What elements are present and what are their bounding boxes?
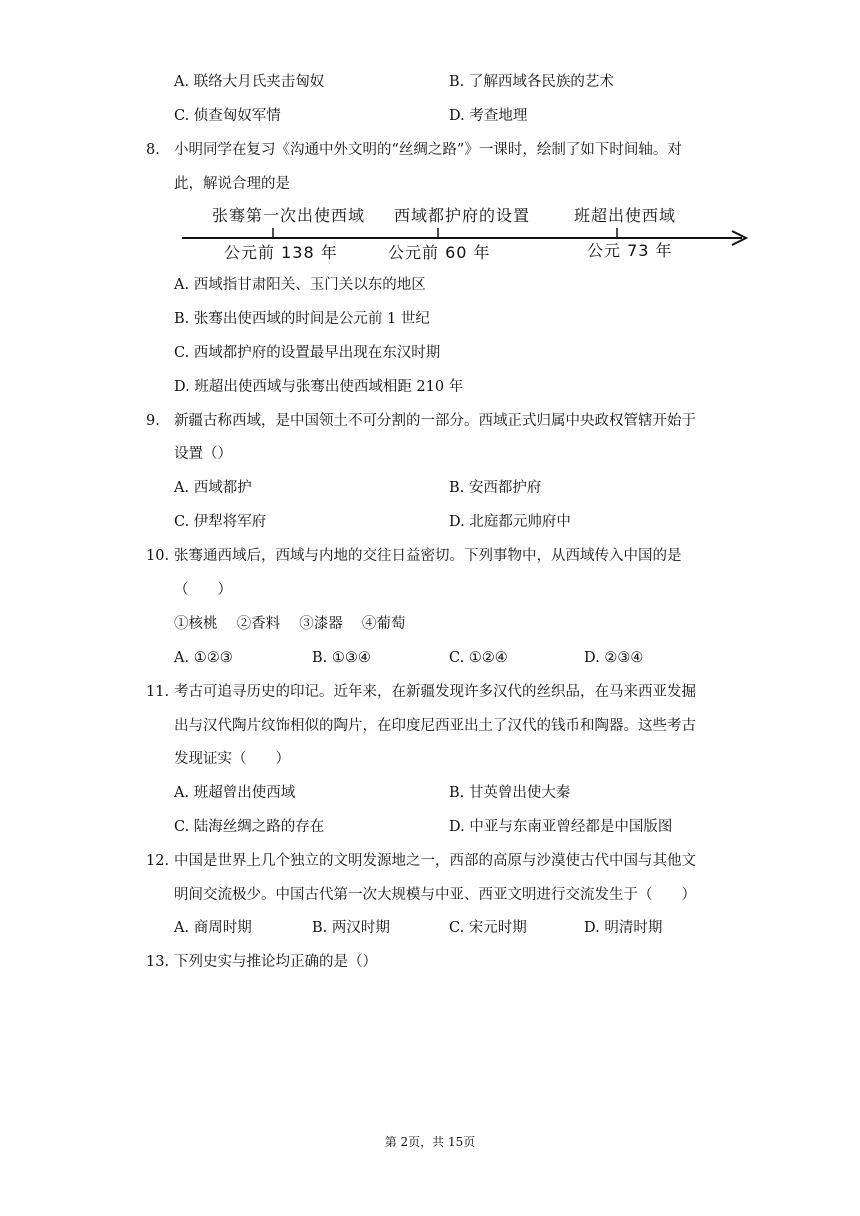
q10-option-a: A. ①②③	[174, 650, 233, 666]
q10-stem-line2: （ ）	[174, 582, 232, 598]
q12-option-a: A. 商周时期	[174, 920, 252, 936]
q11-option-b: B. 甘英曾出使大秦	[449, 785, 571, 801]
q7-option-a: A. 联络大月氏夹击匈奴	[174, 74, 325, 90]
q11-stem-line2: 出与汉代陶片纹饰相似的陶片，在印度尼西亚出土了汉代的钱币和陶器。这些考古	[174, 718, 696, 734]
q8-option-d: D. 班超出使西域与张骞出使西域相距 210 年	[174, 379, 464, 395]
q12-stem-line1: 中国是世界上几个独立的文明发源地之一，西部的高原与沙漠使古代中国与其他文	[174, 853, 696, 869]
q7-option-d: D. 考查地理	[449, 108, 528, 124]
timeline-event-3-date: 公元 73 年	[587, 241, 673, 260]
q12-option-c: C. 宋元时期	[449, 920, 527, 936]
timeline-event-1-label: 张骞第一次出使西域	[212, 206, 366, 225]
q8-number: 8.	[146, 142, 160, 158]
timeline-event-2-label: 西域都护府的设置	[394, 206, 531, 225]
q10-option-c: C. ①②④	[449, 650, 508, 666]
timeline	[180, 200, 755, 270]
q8-option-b: B. 张骞出使西域的时间是公元前 1 世纪	[174, 311, 430, 327]
q11-stem-line1: 考古可追寻历史的印记。近年来，在新疆发现许多汉代的丝织品，在马来西亚发掘	[174, 684, 696, 700]
q11-option-d: D. 中亚与东南亚曾经都是中国版图	[449, 819, 673, 835]
q7-option-c: C. 侦查匈奴军情	[174, 108, 281, 124]
q11-option-a: A. 班超曾出使西域	[174, 785, 296, 801]
q10-number: 10.	[146, 548, 170, 564]
q13-number: 13.	[146, 954, 170, 970]
page-footer: 第 2页，共 15页	[384, 1135, 476, 1149]
timeline-event-3-label: 班超出使西域	[574, 206, 677, 225]
q11-stem-line3: 发现证实（ ）	[174, 751, 290, 767]
q13-stem-line1: 下列史实与推论均正确的是（）	[174, 954, 377, 970]
q8-option-a: A. 西域指甘肃阳关、玉门关以东的地区	[174, 277, 426, 293]
q9-option-a: A. 西域都护	[174, 480, 252, 496]
q12-number: 12.	[146, 853, 170, 869]
q8-stem-line1: 小明同学在复习《沟通中外文明的“丝绸之路”》一课时，绘制了如下时间轴。对	[174, 142, 682, 158]
q10-option-d: D. ②③④	[584, 650, 644, 666]
timeline-event-2-date: 公元前 60 年	[388, 243, 491, 262]
q9-option-b: B. 安西都护府	[449, 480, 542, 496]
q7-option-b: B. 了解西域各民族的艺术	[449, 74, 614, 90]
q9-number: 9.	[146, 413, 160, 429]
q11-number: 11.	[146, 684, 170, 700]
q12-stem-line2: 明间交流极少。中国古代第一次大规模与中亚、西亚文明进行交流发生于（ ）	[174, 887, 696, 903]
q9-stem-line1: 新疆古称西域，是中国领土不可分割的一部分。西域正式归属中央政权管辖开始于	[174, 413, 696, 429]
q9-stem-line2: 设置（）	[174, 446, 232, 462]
q10-option-b: B. ①③④	[312, 650, 371, 666]
q11-option-c: C. 陆海丝绸之路的存在	[174, 819, 325, 835]
q10-stem-line1: 张骞通西域后，西域与内地的交往日益密切。下列事物中，从西域传入中国的是	[174, 548, 682, 564]
q10-items: ①核桃 ②香料 ③漆器 ④葡萄	[174, 616, 406, 632]
q9-option-c: C. 伊犁将军府	[174, 514, 267, 530]
q8-stem-line2: 此，解说合理的是	[174, 176, 290, 192]
q8-option-c: C. 西域都护府的设置最早出现在东汉时期	[174, 345, 441, 361]
timeline-event-1-date: 公元前 138 年	[224, 243, 338, 262]
q9-option-d: D. 北庭都元帅府中	[449, 514, 571, 530]
q12-option-b: B. 两汉时期	[312, 920, 390, 936]
q12-option-d: D. 明清时期	[584, 920, 663, 936]
